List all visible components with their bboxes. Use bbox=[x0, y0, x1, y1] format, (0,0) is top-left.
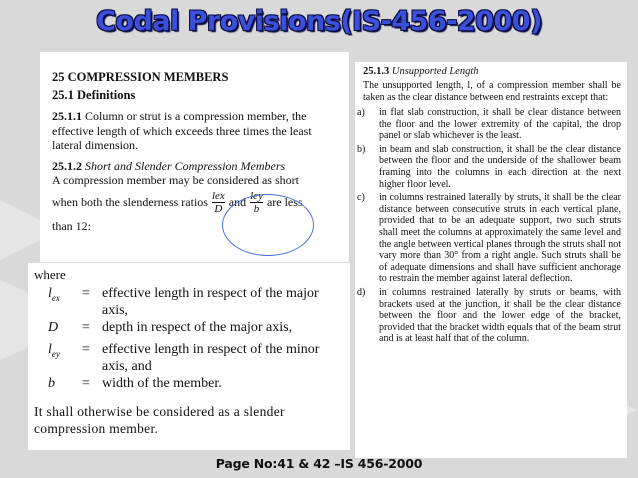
ratio-lex-over-d bbox=[212, 190, 225, 215]
clause-intro: The unsupported length, l, of a compression member shall be taken as the clear distance between end restraints except that: bbox=[363, 80, 621, 103]
list-item: c) in columns restrained laterally by struts, it shall be the clear distance between consecutive struts in each vertical plane, provided that to be an adequate support, two such struts shall meet the columns at approximately the same level and the angle between vertical planes through the struts shall not vary more than 30° from a right angle. Such struts shall be of adequate dimensions and shall have sufficient anchorage to restrain the member against lateral deflection. bbox=[357, 192, 621, 285]
unsupported-length-panel bbox=[355, 62, 627, 458]
slender-member-text: It shall otherwise be considered as a slender compression member. bbox=[34, 403, 285, 436]
frac-denominator: b bbox=[253, 202, 260, 215]
definition-text: effective length in respect of the minor axis, and bbox=[102, 341, 320, 374]
frac-numerator: lex bbox=[211, 189, 225, 202]
symbol-definitions-panel bbox=[28, 263, 350, 450]
clause-number: 25.1.2 bbox=[52, 158, 82, 173]
symbol-ley: $l_{ey}$ bbox=[48, 341, 60, 359]
clause-title: Short and Slender Compression Members bbox=[85, 158, 286, 173]
clause-text: A compression member may be considered as short bbox=[52, 173, 299, 187]
highlight-circle bbox=[222, 194, 314, 256]
symbol-b: b bbox=[48, 375, 55, 391]
frac-numerator: ley bbox=[250, 189, 263, 202]
exceptions-list bbox=[357, 107, 621, 345]
definition-text: effective length in respect of the major axis, bbox=[102, 286, 319, 318]
definition-text: depth in respect of the major axis, bbox=[102, 320, 293, 335]
definitions-heading: 25.1 Definitions bbox=[52, 88, 136, 102]
clause-title: Unsupported Length bbox=[391, 66, 479, 77]
equals-sign: = bbox=[82, 320, 90, 335]
ratio-suffix: are less bbox=[266, 194, 303, 209]
ratio-prefix: when both the slenderness ratios bbox=[52, 194, 208, 209]
clause-number: 25.1.3 bbox=[363, 66, 390, 77]
list-item: b) in beam and slab construction, it shall be the clear distance between the floor and the underside of the shallower beam framing into the columns in each direction at the next higher floor level. bbox=[357, 143, 621, 190]
page-reference-footer: Page No:41 & 42 –IS 456-2000 bbox=[215, 456, 423, 471]
equals-sign: = bbox=[82, 286, 90, 301]
clause-25-1-2 bbox=[52, 159, 341, 188]
ratio-end: than 12: bbox=[52, 218, 91, 233]
ratio-and: and bbox=[228, 194, 247, 209]
list-item: a) in flat slab construction, it shall be clear distance between the floor and the lower extremity of the capital, the drop panel or slab whichever is the least. bbox=[357, 107, 621, 142]
symbol-d: D bbox=[48, 320, 59, 335]
clause-25-1-3-heading bbox=[363, 66, 621, 77]
definition-text: width of the member. bbox=[102, 375, 222, 391]
equals-sign: = bbox=[82, 341, 90, 357]
frac-denominator: D bbox=[214, 202, 223, 215]
equals-sign: = bbox=[82, 375, 90, 391]
symbol-lex: $l_{ex}$ bbox=[48, 286, 60, 303]
definitions-list bbox=[42, 285, 344, 397]
clause-text: Column or strut is a compression member, the effective length of which exceeds three times the least lateral dimension. bbox=[52, 109, 312, 152]
clause-25-1-1 bbox=[52, 109, 341, 153]
where-label: where bbox=[34, 267, 66, 282]
list-item: d) in columns restrained laterally by struts or beams, with brackets used at the junction, it shall be the clear distance between the floor and the lower edge of the bracket, provided that the bracket width equals that of the beam strut and is at least half that of the column. bbox=[357, 286, 621, 345]
clause-number: 25.1.1 bbox=[52, 109, 82, 123]
slide-title: Codal Provisions(IS-456-2000) bbox=[96, 6, 542, 37]
section-heading: 25 COMPRESSION MEMBERS bbox=[52, 70, 229, 84]
